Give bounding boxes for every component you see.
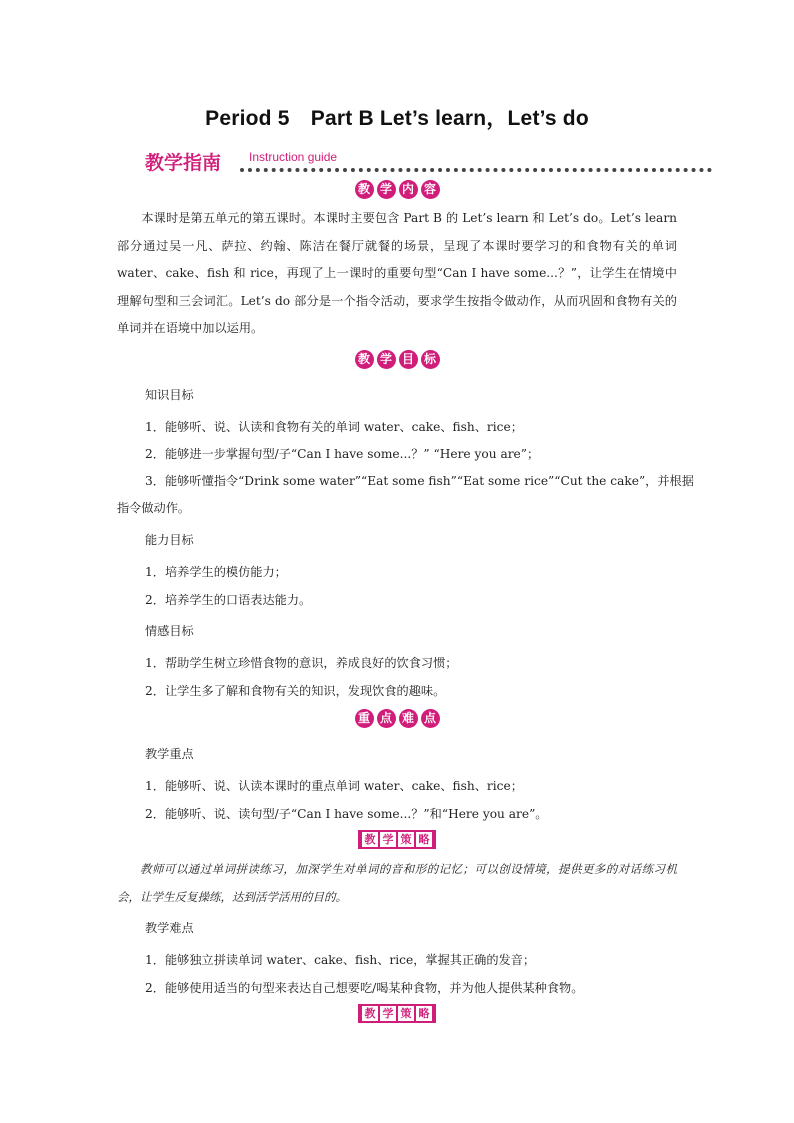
content-paragraph: 本课时是第五单元的第五课时。本课时主要包含 Part B 的 Let’s learn 和 Let’s do。Let’s learn 部分通过吴一凡、萨拉、约翰、陈洁在餐厅就餐的场景，呈现了本课时要学习的和食物有关的单词 water、cake、fish 和 rice，再现了上一课时的重要句型“Can I have some...？”，让学生在情境中理解句型和三会词汇。Let’s do 部分是一个指令活动，要求学生按指令做动作，从而巩固和食物有关的单词并在语境中加以运用。 <box>117 211 677 335</box>
badge-teaching-strategy-2 <box>0 1004 794 1023</box>
badge-char: 重 <box>355 709 374 728</box>
knowledge-item-3-line1: 3．能够听懂指令“Drink some water”“Eat some fish”“Eat some rice”“Cut the cake”，并根据 <box>145 474 694 488</box>
key-point-item: 1．能够听、说、认读本课时的重点单词 water、cake、fish、rice； <box>145 779 523 793</box>
guide-title-zh: 教学指南 <box>145 152 222 174</box>
badge-char: 学 <box>380 832 396 847</box>
badge-char: 教 <box>355 180 374 199</box>
badge-char: 学 <box>377 350 396 369</box>
knowledge-item-3-line2: 指令做动作。 <box>117 501 191 515</box>
instruction-guide-header <box>145 148 720 178</box>
difficult-point-item: 1．能够独立拼读单词 water、cake、fish、rice，掌握其正确的发音； <box>145 953 536 967</box>
ability-item: 1．培养学生的模仿能力； <box>145 565 287 579</box>
badge-char: 教 <box>355 350 374 369</box>
knowledge-item: 2．能够进一步掌握句型/子“Can I have some...？” “Here you are”； <box>145 447 540 461</box>
badge-char: 标 <box>421 350 440 369</box>
badge-char: 策 <box>398 832 414 847</box>
badge-char: 难 <box>399 709 418 728</box>
badge-char: 策 <box>398 1006 414 1021</box>
badge-char: 内 <box>399 180 418 199</box>
badge-char: 略 <box>416 1006 432 1021</box>
ability-item: 2．培养学生的口语表达能力。 <box>145 593 312 607</box>
knowledge-item: 1．能够听、说、认读和食物有关的单词 water、cake、fish、rice； <box>145 420 523 434</box>
difficult-points-heading: 教学难点 <box>145 921 194 935</box>
badge-teaching-strategy <box>0 830 794 849</box>
badge-teaching-goals <box>0 350 794 369</box>
dotted-rule <box>240 168 712 172</box>
badge-teaching-content <box>0 180 794 199</box>
key-points-heading: 教学重点 <box>145 747 194 761</box>
badge-char: 教 <box>362 832 378 847</box>
badge-char: 学 <box>377 180 396 199</box>
guide-title-en: Instruction guide <box>249 150 338 164</box>
badge-key-points <box>0 709 794 728</box>
strategy-paragraph: 教师可以通过单词拼读练习，加深学生对单词的音和形的记忆；可以创设情境，提供更多的对话练习机会，让学生反复操练，达到活学活用的目的。 <box>117 862 677 904</box>
badge-char: 教 <box>362 1006 378 1021</box>
badge-char: 学 <box>380 1006 396 1021</box>
page-title: Period 5 Part B Let’s learn，Let’s do <box>205 107 589 130</box>
badge-char: 略 <box>416 832 432 847</box>
emotion-item: 2．让学生多了解和食物有关的知识，发现饮食的趣味。 <box>145 684 446 698</box>
knowledge-heading: 知识目标 <box>145 388 194 402</box>
badge-char: 点 <box>421 709 440 728</box>
emotion-heading: 情感目标 <box>145 624 194 638</box>
difficult-point-item: 2．能够使用适当的句型来表达自己想要吃/喝某种食物，并为他人提供某种食物。 <box>145 981 584 995</box>
key-point-item: 2．能够听、说、读句型/子“Can I have some...？”和“Here you are”。 <box>145 807 548 821</box>
ability-heading: 能力目标 <box>145 533 194 547</box>
badge-char: 容 <box>421 180 440 199</box>
badge-strip <box>358 1004 436 1023</box>
emotion-item: 1．帮助学生树立珍惜食物的意识，养成良好的饮食习惯； <box>145 656 458 670</box>
badge-strip <box>358 830 436 849</box>
badge-char: 目 <box>399 350 418 369</box>
badge-char: 点 <box>377 709 396 728</box>
